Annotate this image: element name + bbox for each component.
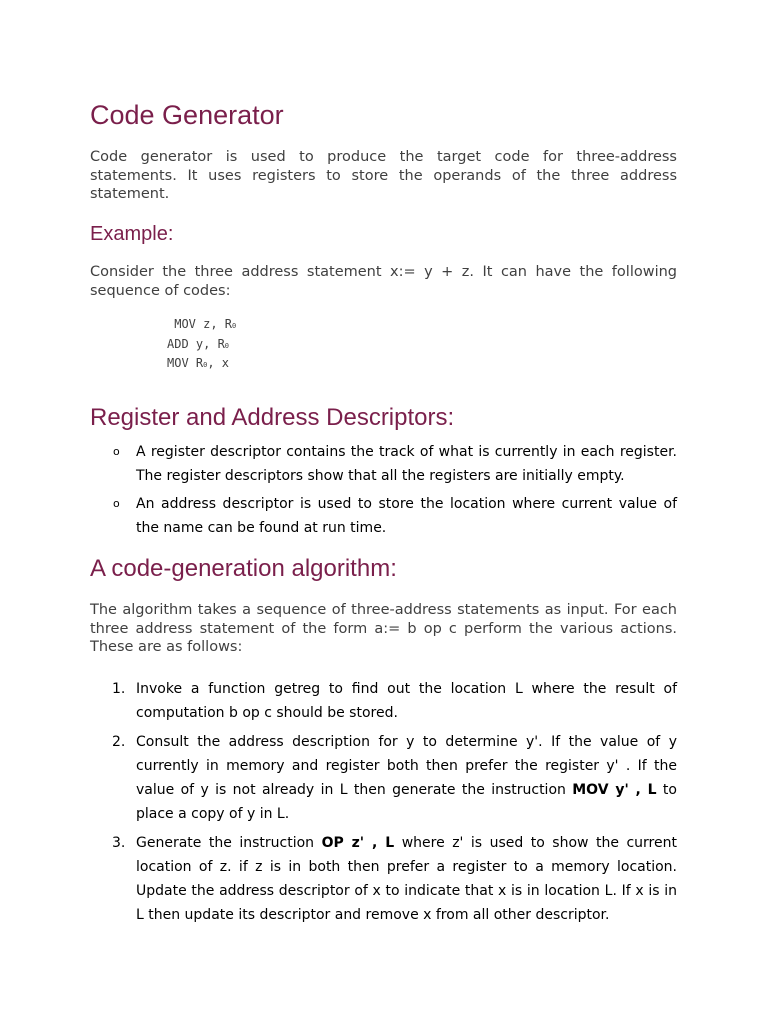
- code-line: ADD y, R0: [167, 336, 230, 351]
- code-block: [167, 315, 236, 374]
- bullet-marker: o: [113, 445, 120, 458]
- algorithm-steps: [90, 677, 677, 932]
- list-item: o A register descriptor contains the track of what is currently in each register. The register descriptors show that all the registers are initially empty.: [90, 440, 677, 488]
- algorithm-paragraph: The algorithm takes a sequence of three-address statements as input. For each three address statement of the form a:= b op c perform the various actions. These are as follows:: [90, 602, 677, 655]
- example-paragraph: Consider the three address statement x:= y + z. It can have the following sequence of codes:: [90, 264, 677, 299]
- code-line: MOV z, R0: [174, 317, 237, 331]
- bullet-marker: o: [113, 497, 120, 510]
- descriptors-list: [90, 440, 677, 544]
- intro-paragraph: Code generator is used to produce the target code for three-address statements. It uses registers to store the operands of the three address statement.: [90, 149, 677, 202]
- list-item: o An address descriptor is used to store the location where current value of the name can be found at run time.: [90, 492, 677, 540]
- step-item: 1. Invoke a function getreg to find out the location L where the result of computation b op c should be stored.: [112, 681, 677, 721]
- descriptors-heading: Register and Address Descriptors:: [90, 404, 455, 431]
- step-item: 2. Consult the address description for y to determine y'. If the value of y currently in memory and register both then prefer the register y' . If the value of y is not already in L then generate the instruction MOV y' , L to place a copy of y in L.: [112, 734, 677, 822]
- step-item: 3. Generate the instruction OP z' , L where z' is used to show the current location of z. if z is in both then prefer a register to a memory location. Update the address descriptor of x to indicate that x is in location L. If x is in L then update its descriptor and remove x from all other descriptor.: [112, 835, 677, 923]
- code-line: MOV R0, x: [167, 356, 230, 370]
- algorithm-heading: A code-generation algorithm:: [90, 555, 397, 582]
- example-heading: Example:: [90, 223, 174, 245]
- page-title: Code Generator: [90, 100, 284, 130]
